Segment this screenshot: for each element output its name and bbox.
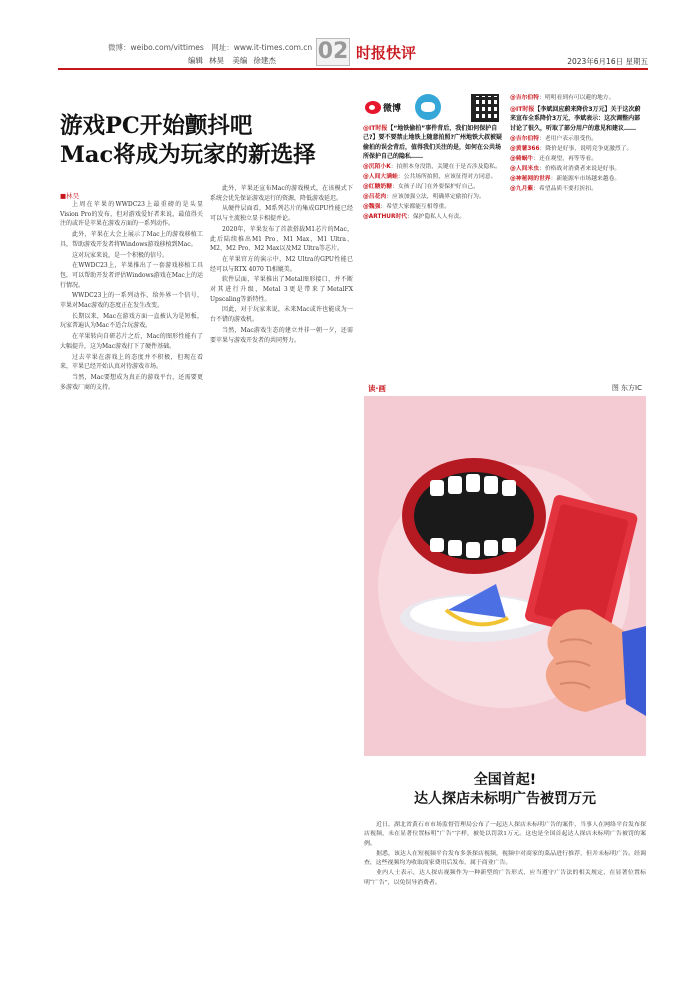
weibo-logo-text: 微博 xyxy=(383,104,402,114)
reply: @ARTHUR时代：保护隐私人人有责。 xyxy=(363,214,466,221)
reply-text: 老用户表示很受伤。 xyxy=(544,135,597,142)
editor-label: 编辑 xyxy=(188,56,203,65)
paragraph: 上周在苹果的WWDC23上最重磅的是头显Vision Pro的发布，但对游戏爱好者来说，最值得关注的或许是苹果在游戏方面的一系列动作。 xyxy=(60,201,203,228)
weibo-main-post xyxy=(510,105,645,133)
reply-text: 保护隐私人人有责。 xyxy=(412,214,466,221)
reply: @吉尔伯特：老用户表示很受伤。 xyxy=(510,135,597,142)
poster-name: @IT时报 xyxy=(510,106,535,113)
paragraph: 软件层面，苹果推出了Metal图形接口，并不断对其进行升级，Metal 3更是带来了MetalFX Upscaling等新特性。 xyxy=(210,276,353,303)
reply-name: @骑蜗牛 xyxy=(510,155,534,162)
reply: @人间米虫：价格战对消费者来说是好事。 xyxy=(510,165,621,172)
paragraph: 2020年，苹果发布了首款搭载M1芯片的Mac，此后陆续推出M1 Pro、M1 Max、M1 Ultra、M2、M2 Pro、M2 Max以及M2 Ultra等芯片。 xyxy=(210,225,353,253)
headline-line: 全国首起! xyxy=(473,772,537,788)
editor-name: 林昊 xyxy=(209,56,224,65)
paragraph: 据悉，该达人在短视频平台发布多条探店视频，视频中对商家的菜品进行推荐，但并未标明广告。经调查，这些视频均为收取商家费用后发布，属于商业广告。 xyxy=(364,850,646,867)
illustration-tag: 读·画 xyxy=(368,384,386,393)
reply-name: @吉尔伯特 xyxy=(510,135,539,142)
story-headline xyxy=(60,112,350,170)
illustration-header xyxy=(364,380,646,396)
headline-line: 达人探店未标明广告被罚万元 xyxy=(414,791,596,807)
paragraph: 从硬件层面看，M系列芯片的集成GPU性能已经可以与主流独立显卡相提并论。 xyxy=(210,205,353,223)
masthead xyxy=(58,38,648,72)
story-column-1 xyxy=(60,200,203,982)
paragraph: 当然，Mac要想成为真正的游戏平台，还需要更多游戏厂商的支持。 xyxy=(60,373,203,391)
reply-name: @吉尔伯特 xyxy=(510,95,539,101)
reply-name: @吕花肉 xyxy=(363,194,387,201)
designer-name: 徐建杰 xyxy=(253,56,276,65)
reply: @骑蜗牛：还在观望，再等等看。 xyxy=(510,155,597,162)
reply: @神秘网的世界：新能源车市场越来越卷。 xyxy=(510,175,621,182)
post-text: 【李斌回应蔚来降价3万元】关于这次蔚来宣布全系降价3万元，李斌表示：这次调整内部讨论了很久，听取了部分用户的意见和建议…… xyxy=(510,106,641,132)
masthead-rule xyxy=(58,68,648,70)
reply-text: 希望大家都能互相尊重。 xyxy=(386,204,450,211)
photo-credit: 图 东方IC xyxy=(611,384,642,392)
section-title: 时报快评 xyxy=(356,44,417,62)
weibo-posts xyxy=(363,124,503,223)
paragraph: 业内人士表示，达人探店视频作为一种新型的广告形式，应当遵守广告法的相关规定，在显著位置标明“广告”，以免误导消费者。 xyxy=(364,870,646,886)
reply-text: 公共场所拍照，应该征得对方同意。 xyxy=(403,174,497,181)
right-column-posts xyxy=(510,94,645,364)
reply-text: 还在观望，再等等看。 xyxy=(539,155,597,162)
reply-text: 价格战对消费者来说是好事。 xyxy=(544,165,621,172)
illustration xyxy=(364,380,646,756)
reply-name: @黄薯366 xyxy=(510,145,540,152)
post-text: 【“地铁偷拍”事件背后，我们如何保护自己?】要不要禁止地铁上随意拍照?广州地铁大叔被疑偷拍的误会背后，值得我们关注的是，如何在公共场所保护自己的隐私…… xyxy=(363,125,502,160)
ad-story-body xyxy=(364,821,646,985)
qr-code-icon xyxy=(471,94,499,122)
paragraph: 近日，湖北省黄石市市场监督管理局公布了一起达人探店未标明广告的案件，当事人在网络平台发布探店视频，未在显著位置标明“广告”字样，被处以罚款1万元。这也是全国首起达人探店未标明广告被罚的案例。 xyxy=(364,822,646,847)
headline-line: Mac将成为玩家的新选择 xyxy=(60,142,316,168)
masthead-weibo-line: 微博：weibo.com/vittimes 网址：www.it-times.com.cn xyxy=(108,43,313,52)
headline-line: 游戏PC开始颤抖吧 xyxy=(60,113,253,139)
weibo-box xyxy=(363,94,503,352)
reply: @沉陌小K：拍照本身没错，关键在于是否涉及隐私。 xyxy=(363,164,501,171)
masthead-credits xyxy=(188,55,282,66)
reply: @魏强：希望大家都能互相尊重。 xyxy=(363,204,450,211)
reply-name: @九月紫 xyxy=(510,185,534,192)
reply: @吉尔伯特：明明看到有可以避的地方。 xyxy=(510,95,615,101)
reply-name: @沉陌小K xyxy=(363,164,391,171)
reply-text: 降价是好事，说明竞争更激烈了。 xyxy=(545,145,633,152)
issue-date: 2023年6月16日 星期五 xyxy=(567,57,648,66)
paragraph: 长期以来，Mac在游戏方面一直被认为是短板，玩家普遍认为Mac不适合玩游戏。 xyxy=(60,312,203,330)
reply-name: @人间米虫 xyxy=(510,165,539,172)
reply-text: 新能源车市场越来越卷。 xyxy=(556,175,621,182)
reply-text: 拍照本身没错，关键在于是否涉及隐私。 xyxy=(396,164,501,171)
paragraph: 过去苹果在游戏上的态度并不积极，但现在看来，苹果已经开始认真对待游戏市场。 xyxy=(60,353,203,371)
paragraph: 当然，Mac游戏生态的建立并非一朝一夕，还需要苹果与游戏开发者的共同努力。 xyxy=(210,326,353,344)
reply: @九月紫：希望品质不要打折扣。 xyxy=(510,185,597,192)
reply: @吕花肉：应该加强立法，明确界定偷拍行为。 xyxy=(363,194,485,201)
paragraph: 在WWDC23上，苹果推出了一套游戏移植工具包，可以帮助开发者评估Windows游戏在Mac上的运行情况。 xyxy=(60,262,203,289)
reply-name: @神秘网的世界 xyxy=(510,175,551,182)
reply: @红糖奶糖：女孩子出门在外要保护好自己。 xyxy=(363,184,479,191)
paragraph: 此外，苹果还宣布Mac的游戏模式，在该模式下系统会优先保证游戏运行的资源，降低游戏延迟。 xyxy=(210,185,353,202)
weibo-eye-icon xyxy=(365,101,381,114)
reply-name: @人间大满蛙 xyxy=(363,174,398,181)
reply-text: 女孩子出门在外要保护好自己。 xyxy=(397,184,479,191)
poster-name: @IT时报 xyxy=(363,125,388,132)
paragraph: 在苹果转向自研芯片之后，Mac的图形性能有了大幅提升，这为Mac游戏打下了硬件基础。 xyxy=(60,333,203,350)
designer-label: 美编 xyxy=(232,56,248,65)
story-byline: ■林昊 xyxy=(60,192,80,200)
reply-name: @红糖奶糖 xyxy=(363,184,392,191)
paragraph: 在苹果官方的演示中，M2 Ultra的GPU性能已经可以与RTX 4070 Ti相媲美。 xyxy=(210,255,353,273)
reply-text: 希望品质不要打折扣。 xyxy=(539,185,597,192)
reply-text: 明明看到有可以避的地方。 xyxy=(544,95,615,101)
weibo-main-post xyxy=(363,124,503,161)
story-column-2 xyxy=(210,184,353,982)
paragraph: 这对玩家来说，是一个积极的信号。 xyxy=(72,251,169,259)
ad-illustration-art xyxy=(364,396,646,756)
ad-story-headline xyxy=(364,771,646,809)
reply: @人间大满蛙：公共场所拍照，应该征得对方同意。 xyxy=(363,174,497,181)
weibo-logo xyxy=(365,98,409,118)
mascot-icon xyxy=(415,94,441,120)
paragraph: WWDC23上的一系列动作，给外界一个信号，苹果对Mac游戏的态度正在发生改变。 xyxy=(60,292,203,310)
paragraph: 此外，苹果在大会上展示了Mac上的游戏移植工具，帮助游戏开发者将Windows游戏移植到Mac。 xyxy=(60,231,203,248)
reply-text: 应该加强立法，明确界定偷拍行为。 xyxy=(392,194,485,201)
paragraph: 因此，对于玩家来说，未来Mac或许也能成为一台不错的游戏机。 xyxy=(210,306,353,324)
reply-name: @ARTHUR时代 xyxy=(363,214,408,221)
page-number: 02 xyxy=(317,39,349,64)
reply-name: @魏强 xyxy=(363,204,381,211)
reply: @黄薯366：降价是好事，说明竞争更激烈了。 xyxy=(510,145,633,152)
